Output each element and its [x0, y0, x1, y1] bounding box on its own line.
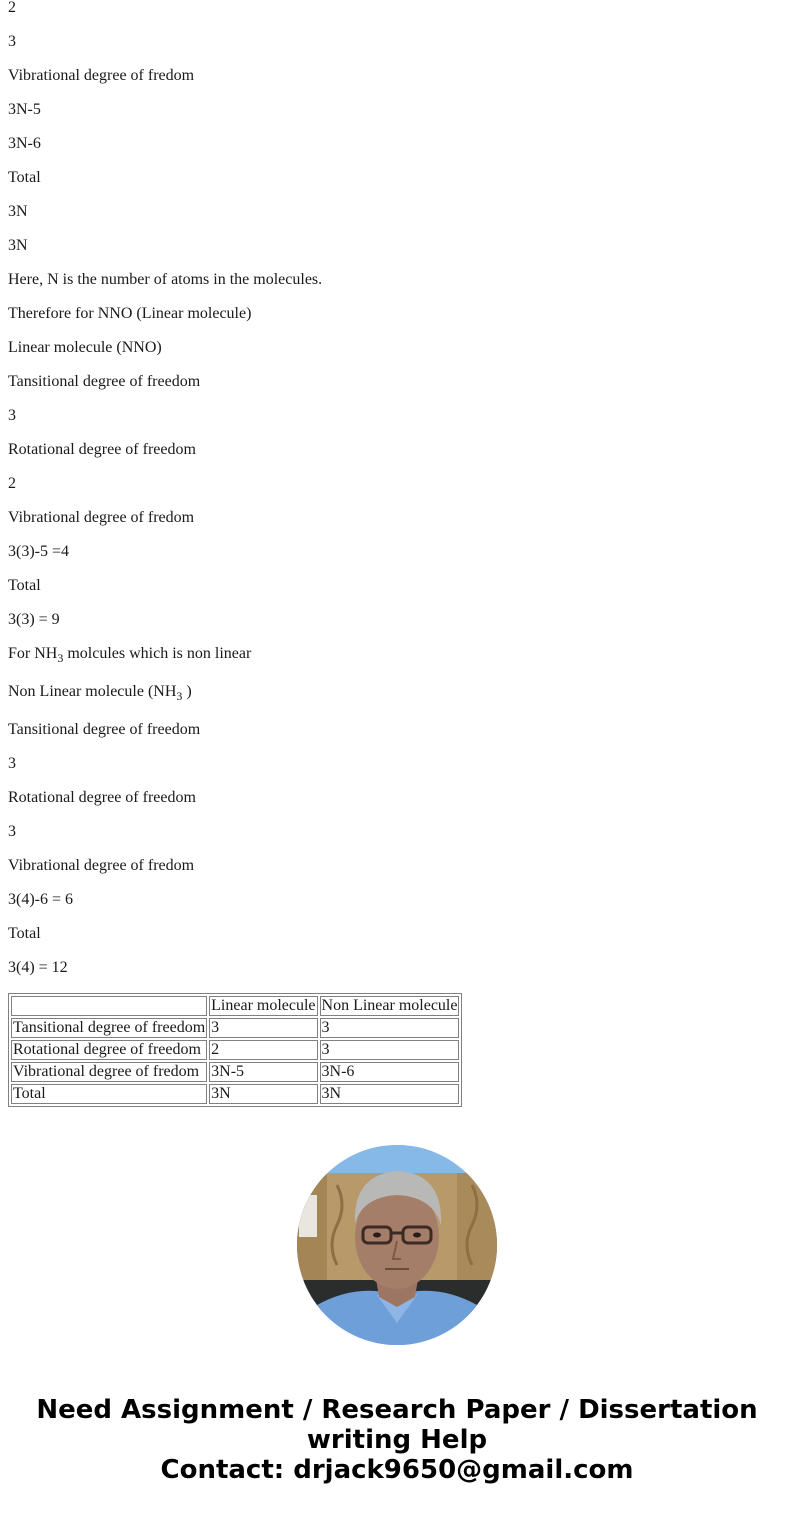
paragraph: Total [8, 169, 41, 186]
subscript: 3 [176, 689, 183, 703]
nh3-heading-prefix: Non Linear molecule (NH [8, 683, 177, 700]
table-row [11, 1018, 459, 1038]
paragraph: 3N [8, 237, 28, 254]
paragraph: 3(3)-5 =4 [8, 543, 70, 560]
table-cell: Vibrational degree of fredom [11, 1062, 207, 1082]
paragraph: Total [8, 577, 41, 594]
table-header-row [11, 996, 459, 1016]
table-row [11, 1062, 459, 1082]
nh3-intro-suffix: molcules which is non linear [63, 645, 252, 662]
promo-banner [0, 1395, 794, 1485]
paragraph: Vibrational degree of fredom [8, 857, 195, 874]
paragraph: 2 [8, 0, 16, 16]
promo-contact: Contact: drjack9650@gmail.com [160, 1455, 634, 1485]
table-row [11, 1084, 459, 1104]
paragraph: 3N-5 [8, 101, 41, 118]
person-portrait-icon [297, 1145, 497, 1345]
table-cell: 3N [320, 1084, 460, 1104]
paragraph: Therefore for NNO (Linear molecule) [8, 305, 252, 322]
promo-line-2: writing Help [306, 1425, 488, 1455]
table-cell: 2 [209, 1040, 317, 1060]
paragraph: 3(4) = 12 [8, 959, 68, 976]
table-cell: 3N [209, 1084, 317, 1104]
table-cell: 3 [320, 1018, 460, 1038]
document-body [8, 0, 786, 1107]
paragraph: 3(3) = 9 [8, 611, 60, 628]
promo-line-1: Need Assignment / Research Paper / Dissertation [36, 1395, 758, 1425]
table-row [11, 1040, 459, 1060]
table-cell: Rotational degree of freedom [11, 1040, 207, 1060]
paragraph: 3N-6 [8, 135, 41, 152]
table-cell: Total [11, 1084, 207, 1104]
table-header-cell: Non Linear molecule [321, 997, 458, 1014]
table-cell: 3 [320, 1040, 460, 1060]
paragraph: 3 [8, 407, 16, 424]
nh3-heading [8, 675, 786, 713]
paragraph: 3 [8, 33, 16, 50]
nh3-heading-suffix: ) [182, 683, 192, 700]
paragraph: Rotational degree of freedom [8, 441, 196, 458]
paragraph: Vibrational degree of fredom [8, 509, 195, 526]
nh3-intro-prefix: For NH [8, 645, 58, 662]
table-header-cell [11, 996, 207, 1016]
paragraph: Linear molecule (NNO) [8, 339, 162, 356]
table-cell: 3 [209, 1018, 317, 1038]
paragraph: Vibrational degree of fredom [8, 67, 195, 84]
author-avatar [297, 1145, 497, 1345]
table-header-cell: Linear molecule [211, 997, 316, 1014]
table-cell: 3N-5 [209, 1062, 317, 1082]
nh3-intro [8, 637, 786, 675]
paragraph: Rotational degree of freedom [8, 789, 196, 806]
paragraph: Here, N is the number of atoms in the molecules. [8, 271, 323, 288]
table-cell: Tansitional degree of freedom [13, 1019, 206, 1036]
paragraph: 3 [8, 823, 16, 840]
table-cell: 3N-6 [320, 1062, 460, 1082]
paragraph: 3(4)-6 = 6 [8, 891, 74, 908]
paragraph: 3 [8, 755, 16, 772]
paragraph: Tansitional degree of freedom [8, 373, 201, 390]
paragraph: Total [8, 925, 41, 942]
paragraph: 3N [8, 203, 28, 220]
paragraph: Tansitional degree of freedom [8, 721, 201, 738]
author-photo-container [8, 1145, 786, 1345]
paragraph: 2 [8, 475, 16, 492]
degrees-of-freedom-table [8, 993, 462, 1107]
subscript: 3 [57, 651, 64, 665]
